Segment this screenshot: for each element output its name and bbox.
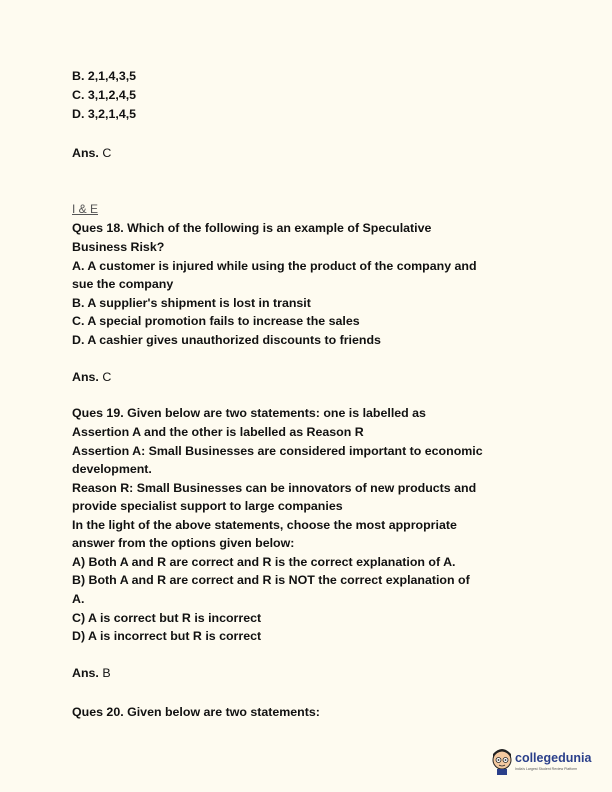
option-d: D. 3,2,1,4,5 xyxy=(72,107,137,121)
answer-value: C xyxy=(102,146,112,160)
answer-line xyxy=(72,370,111,385)
mascot-icon xyxy=(490,748,514,778)
logo-name: collegedunia xyxy=(515,751,592,765)
question-19-option: A) Both A and R are correct and R is the correct explanation of A. xyxy=(72,555,456,569)
answer-value: B xyxy=(102,666,111,680)
section-link[interactable]: I & E xyxy=(72,202,99,216)
answer-label: Ans. xyxy=(72,146,99,160)
question-18-option: sue the company xyxy=(72,277,174,291)
question-19-option: B) Both A and R are correct and R is NOT the correct explanation of xyxy=(72,573,470,587)
question-18-line: Business Risk? xyxy=(72,240,165,254)
question-19-line: In the light of the above statements, choose the most appropriate xyxy=(72,518,457,532)
question-19-line: answer from the options given below: xyxy=(72,536,295,550)
question-19-option: C) A is correct but R is incorrect xyxy=(72,611,262,625)
question-19-option: D) A is incorrect but R is correct xyxy=(72,629,262,643)
question-19-line: provide specialist support to large companies xyxy=(72,499,343,513)
question-18-option: B. A supplier's shipment is lost in transit xyxy=(72,296,311,310)
logo-tagline: India's Largest Student Review Platform xyxy=(515,767,578,771)
question-19-option: A. xyxy=(72,592,85,606)
answer-line xyxy=(72,146,111,161)
question-20-line: Ques 20. Given below are two statements: xyxy=(72,705,320,719)
question-18-line: Ques 18. Which of the following is an example of Speculative xyxy=(72,221,432,235)
answer-label: Ans. xyxy=(72,370,99,384)
answer-label: Ans. xyxy=(72,666,99,680)
question-19-line: Ques 19. Given below are two statements: one is labelled as xyxy=(72,406,426,420)
option-c: C. 3,1,2,4,5 xyxy=(72,88,137,102)
question-19-line: development. xyxy=(72,462,152,476)
option-b: B. 2,1,4,3,5 xyxy=(72,69,137,83)
collegedunia-logo xyxy=(490,745,600,781)
answer-value: C xyxy=(102,370,112,384)
question-18-option: D. A cashier gives unauthorized discounts to friends xyxy=(72,333,381,347)
answer-line xyxy=(72,666,111,681)
question-19-line: Reason R: Small Businesses can be innovators of new products and xyxy=(72,481,477,495)
question-19-line: Assertion A: Small Businesses are considered important to economic xyxy=(72,444,483,458)
question-18-option: A. A customer is injured while using the product of the company and xyxy=(72,259,477,273)
question-18-option: C. A special promotion fails to increase the sales xyxy=(72,314,360,328)
question-19-line: Assertion A and the other is labelled as Reason R xyxy=(72,425,364,439)
